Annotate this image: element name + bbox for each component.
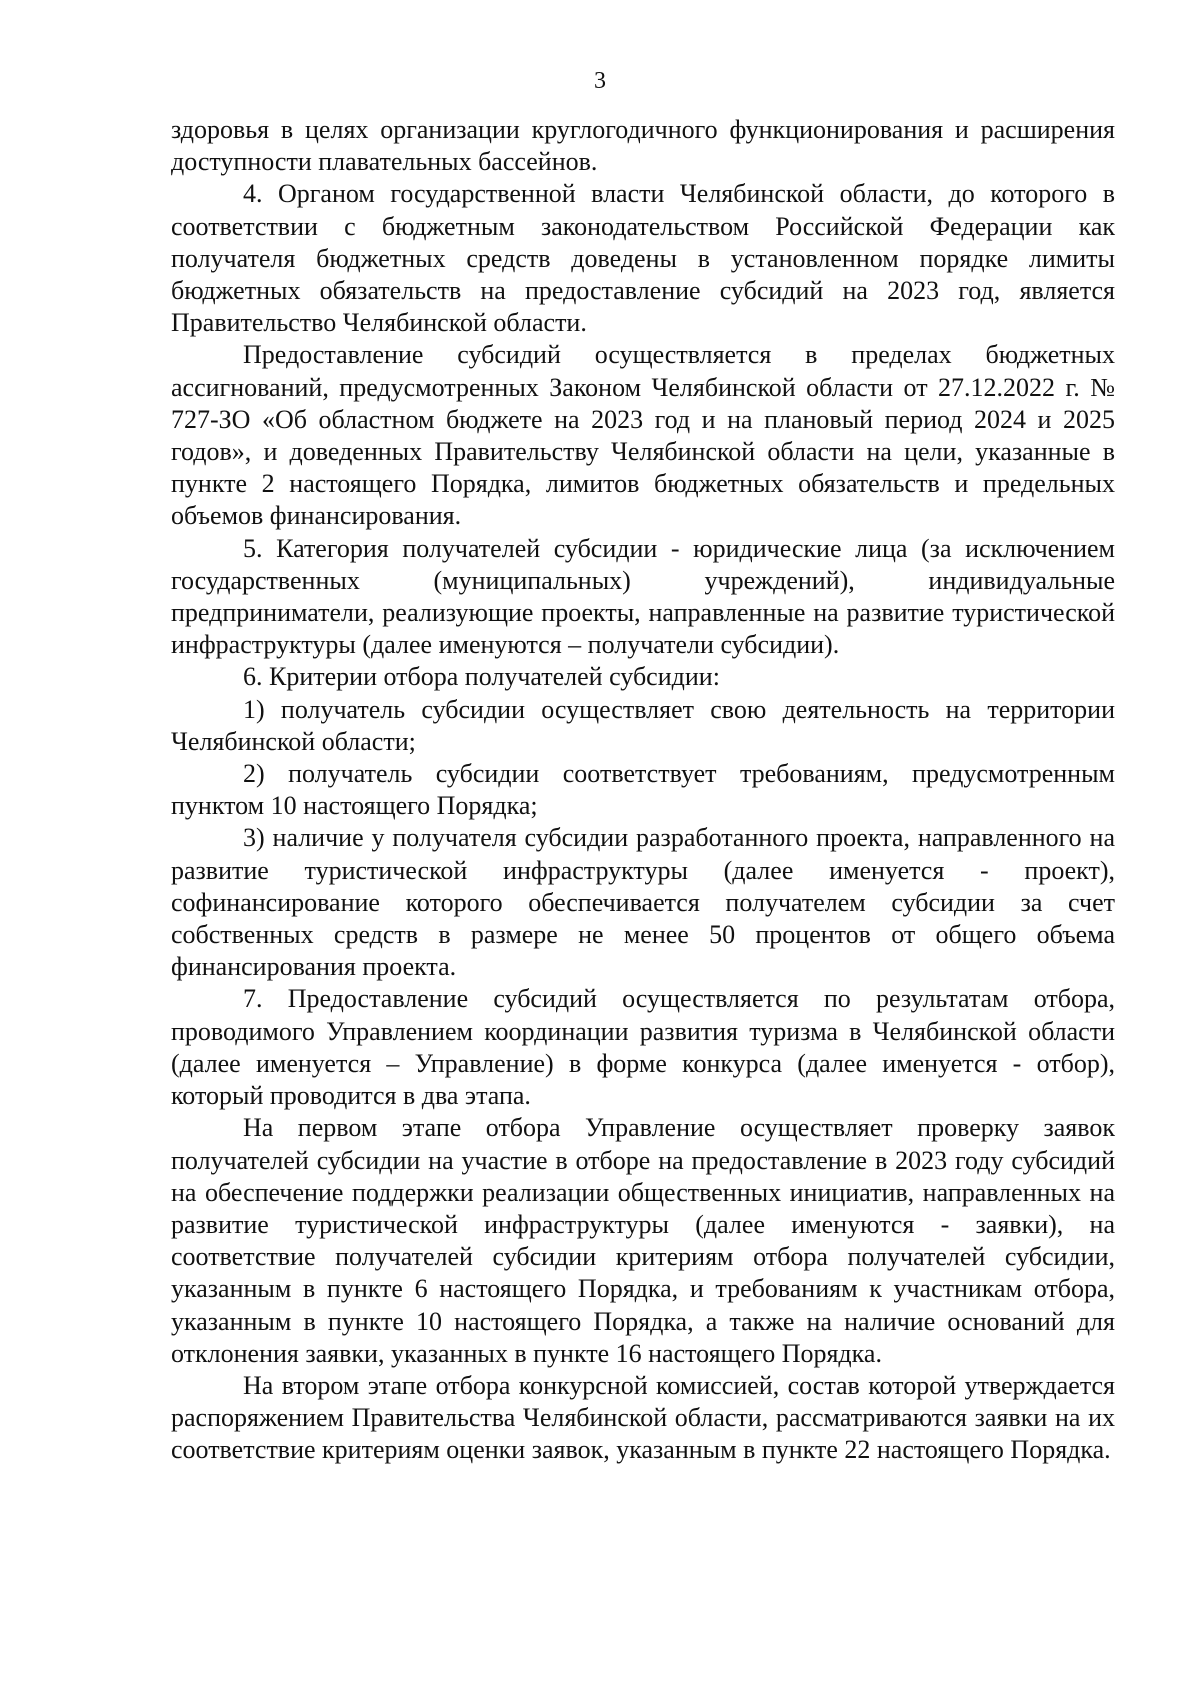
paragraph-item-7: 7. Предоставление субсидий осуществляется по результатам отбора, проводимого Управлением координации развития туризма в Челябинской области (далее именуется – Управление) в форме конкурса (далее именуется - отбор), который проводится в два этапа.: [171, 984, 1115, 1111]
paragraph-continuation: здоровья в целях организации круглогодичного функционирования и расширения доступности плавательных бассейнов.: [171, 115, 1115, 177]
paragraph-subsidy-provision: Предоставление субсидий осуществляется в пределах бюджетных ассигнований, предусмотренных Законом Челябинской области от 27.12.2022 г. № 727-ЗО «Об областном бюджете на 2023 год и на плановый период 2024 и 2025 годов», и доведенных Правительству Челябинской области на цели, указанные в пункте 2 настоящего Порядка, лимитов бюджетных обязательств и предельных объемов финансирования.: [171, 340, 1115, 531]
document-body: [171, 114, 1115, 1467]
paragraph-item-4: 4. Органом государственной власти Челябинской области, до которого в соответствии с бюджетным законодательством Российской Федерации как получателя бюджетных средств доведены в установленном порядке лимиты бюджетных обязательств на предоставление субсидий на 2023 год, является Правительство Челябинской области.: [171, 179, 1115, 338]
page-number: 3: [594, 68, 606, 94]
paragraph-criterion-3: 3) наличие у получателя субсидии разработанного проекта, направленного на развитие туристической инфраструктуры (далее именуется - проект), софинансирование которого обеспечивается получателем субсидии за счет собственных средств в размере не менее 50 процентов от общего объема финансирования проекта.: [171, 823, 1115, 982]
paragraph-criterion-2: 2) получатель субсидии соответствует требованиям, предусмотренным пунктом 10 настоящего Порядка;: [171, 759, 1115, 821]
paragraph-second-stage: На втором этапе отбора конкурсной комиссией, состав которой утверждается распоряжением Правительства Челябинской области, рассматриваются заявки на их соответствие критериям оценки заявок, указанным в пункте 22 настоящего Порядка.: [171, 1370, 1115, 1465]
paragraph-first-stage: На первом этапе отбора Управление осуществляет проверку заявок получателей субсидии на участие в отборе на предоставление в 2023 году субсидий на обеспечение поддержки реализации общественных инициатив, направленных на развитие туристической инфраструктуры (далее именуются - заявки), на соответствие получателей субсидии критериям отбора получателей субсидии, указанным в пункте 6 настоящего Порядка, и требованиям к участникам отбора, указанным в пункте 10 настоящего Порядка, а также на наличие оснований для отклонения заявки, указанных в пункте 16 настоящего Порядка.: [171, 1113, 1115, 1368]
paragraph-item-6: 6. Критерии отбора получателей субсидии:: [243, 662, 720, 692]
paragraph-criterion-1: 1) получатель субсидии осуществляет свою деятельность на территории Челябинской области;: [171, 694, 1115, 756]
paragraph-item-5: 5. Категория получателей субсидии - юридические лица (за исключением государственных (муниципальных) учреждений), индивидуальные предприниматели, реализующие проекты, направленные на развитие туристической инфраструктуры (далее именуются – получатели субсидии).: [171, 533, 1115, 660]
